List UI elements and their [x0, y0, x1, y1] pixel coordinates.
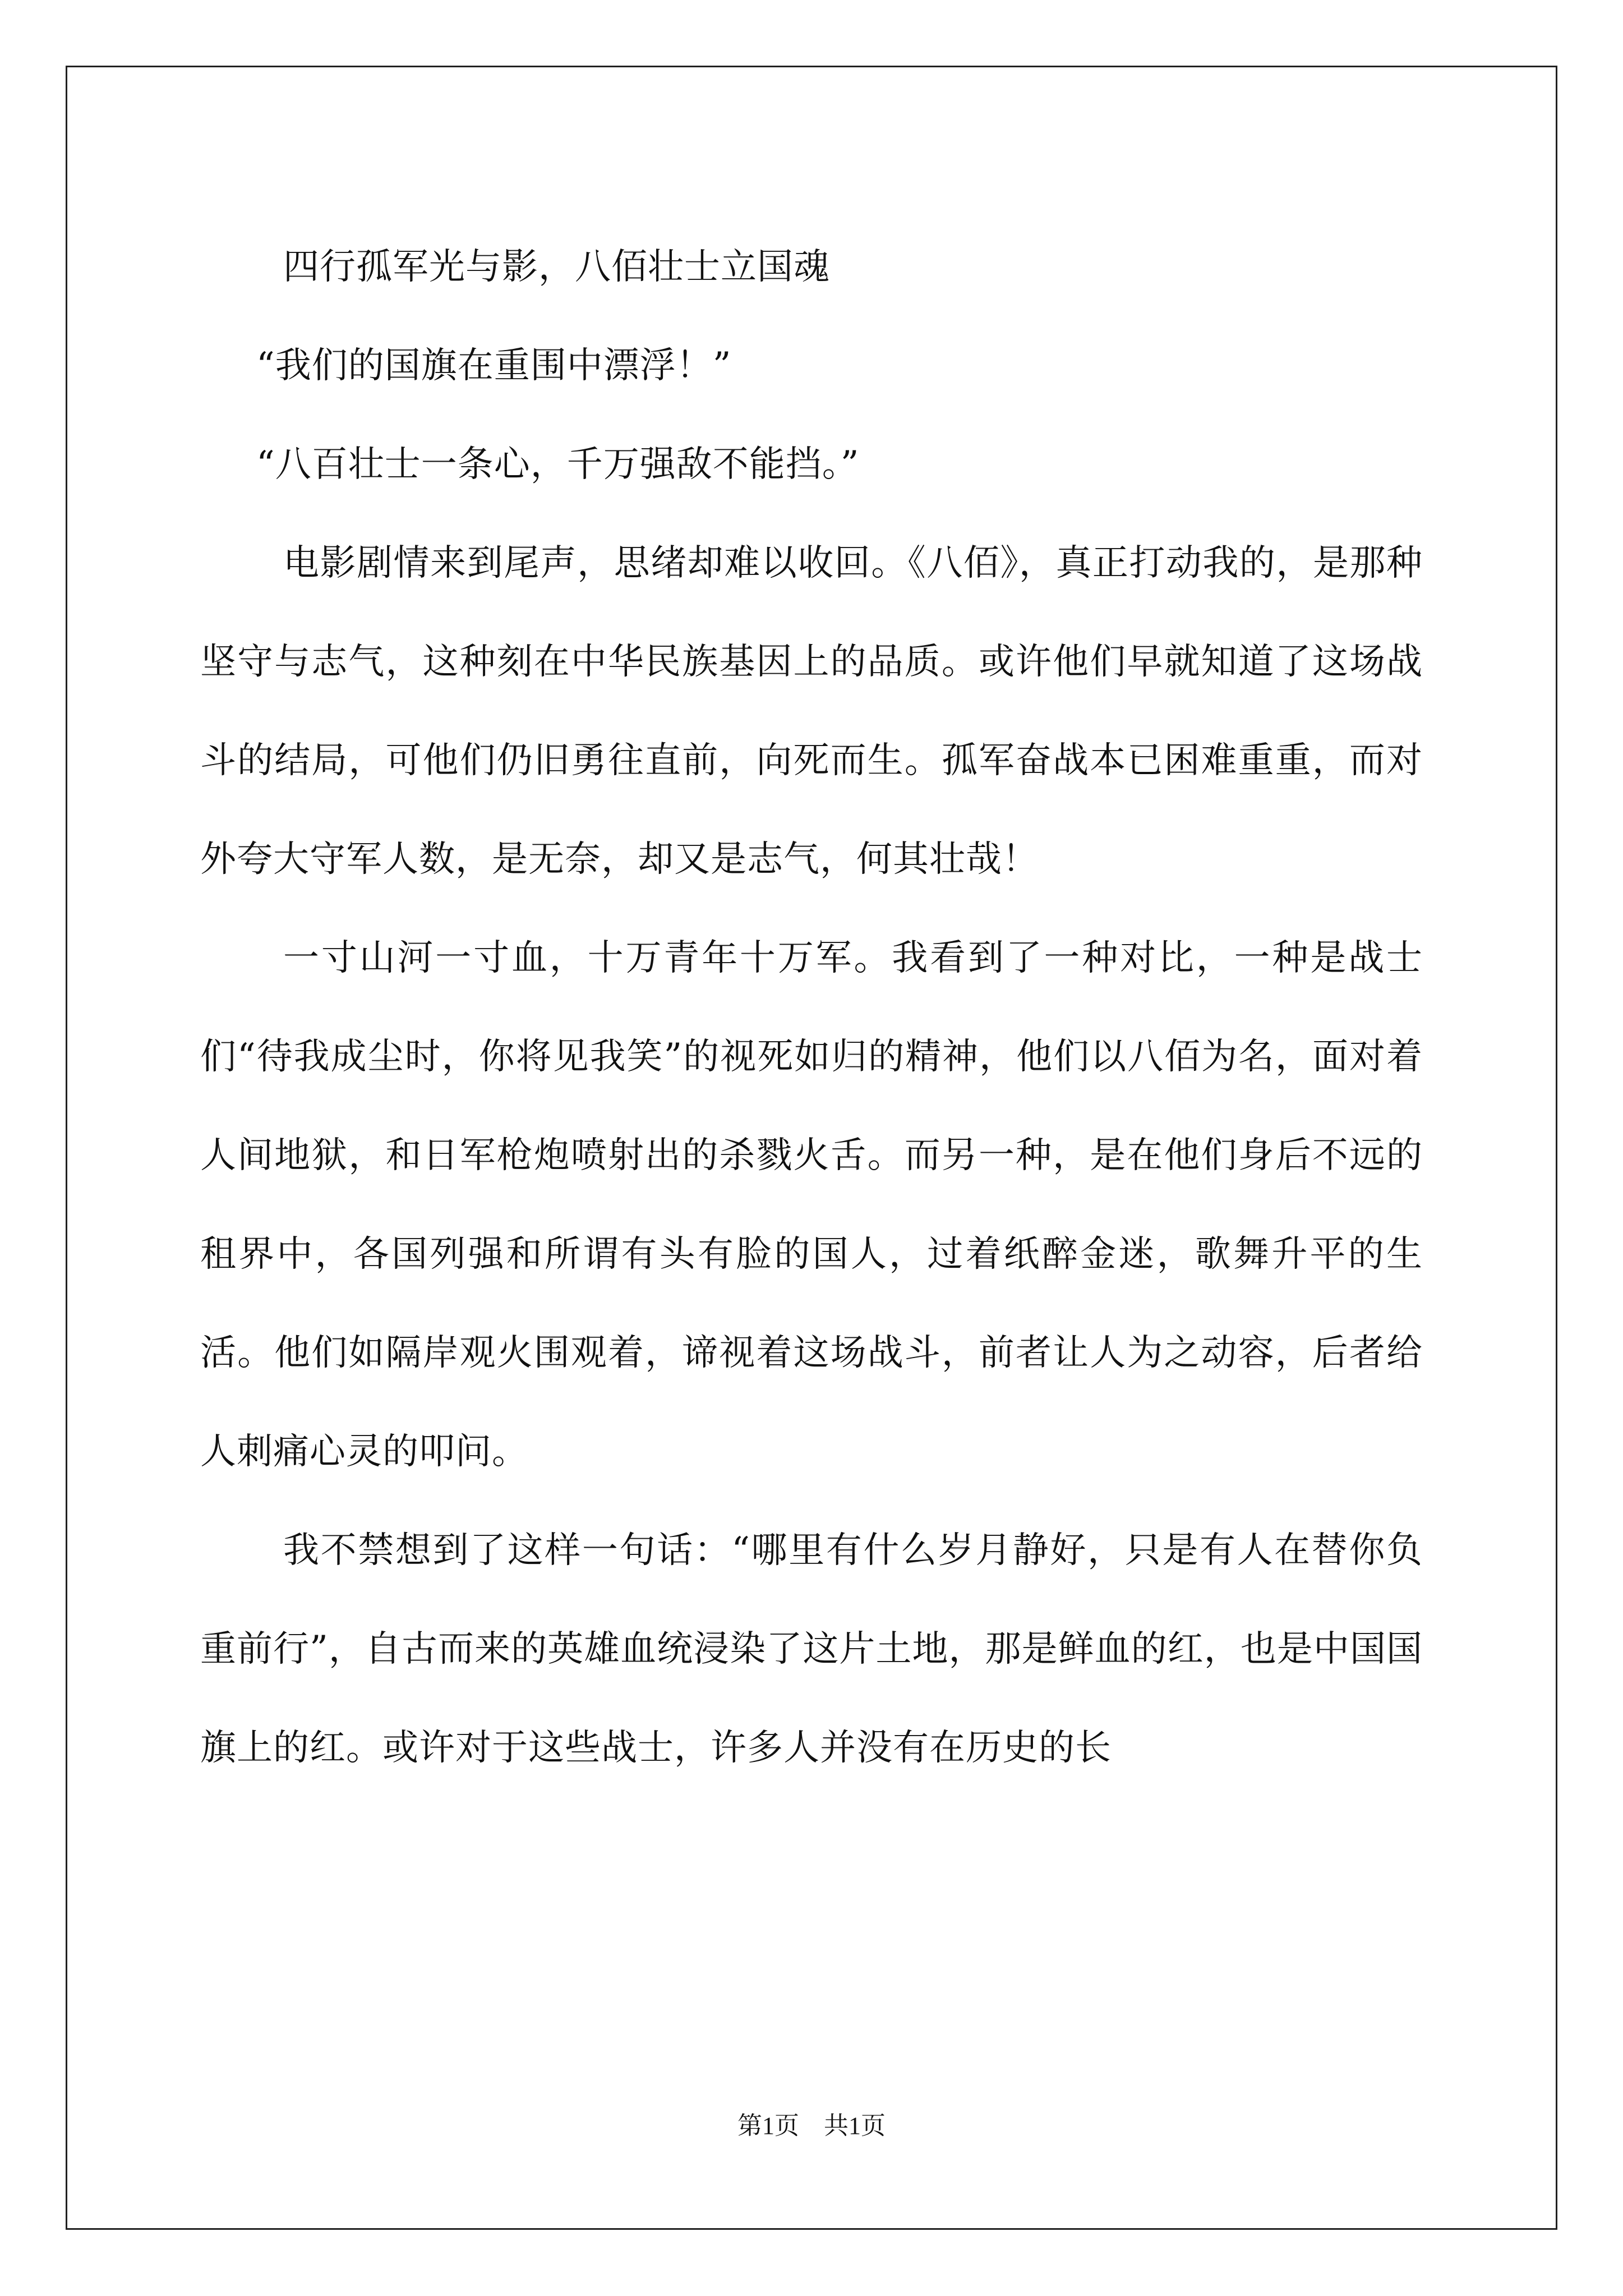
document-body	[200, 218, 1423, 1797]
page-number: 第1页	[737, 2112, 799, 2139]
body-paragraph-3: 我不禁想到了这样一句话：“哪里有什么岁月静好，只是有人在替你负重前行”，自古而来的英雄血统浸染了这片土地，那是鲜血的红，也是中国国旗上的红。或许对于这些战士，许多人并没有在历史的长	[200, 1530, 1423, 1769]
body-paragraph-2: 一寸山河一寸血，十万青年十万军。我看到了一种对比，一种是战士们“待我成尘时，你将见我笑”的视死如归的精神，他们以八佰为名，面对着人间地狱，和日军枪炮喷射出的杀戮火舌。而另一种，是在他们身后不远的租界中，各国列强和所谓有头有脸的国人，过着纸醉金迷，歌舞升平的生活。他们如隔岸观火围观着，谛视着这场战斗，前者让人为之动容，后者给人刺痛心灵的叩问。	[200, 937, 1423, 1473]
article-title: 四行孤军光与影，八佰壮士立国魂	[283, 246, 830, 288]
quote-paragraph-2: “八百壮士一条心，千万强敌不能挡。”	[256, 444, 860, 485]
quote-paragraph-1: “我们的国旗在重围中漂浮！”	[256, 345, 732, 386]
page-total: 共1页	[824, 2112, 886, 2139]
body-paragraph-1: 电影剧情来到尾声，思绪却难以收回。《八佰》，真正打动我的，是那种坚守与志气，这种刻在中华民族基因上的品质。或许他们早就知道了这场战斗的结局，可他们仍旧勇往直前，向死而生。孤军奋战本已困难重重，而对外夸大守军人数，是无奈，却又是志气，何其壮哉！	[200, 542, 1423, 880]
page-footer	[0, 2109, 1623, 2143]
